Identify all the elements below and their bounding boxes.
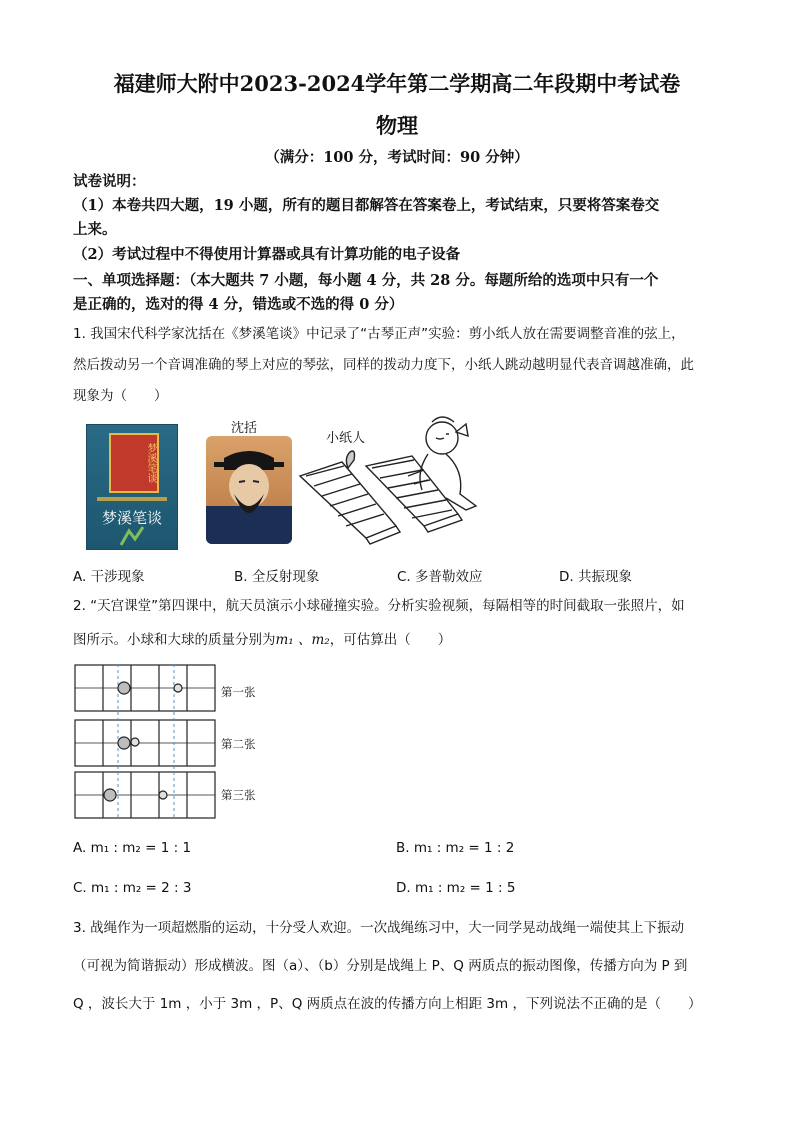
exam-meta: （满分：100 分，考试时间：90 分钟） xyxy=(265,149,529,166)
q3-stem-line-2: （可视为简谐振动）形成横波。图（a）、（b）分别是战绳上 P、Q 两质点的振动图像，传播方向为 P 到 xyxy=(73,958,688,974)
exam-title: 福建师大附中2023-2024学年第二学期高二年段期中考试卷 xyxy=(113,71,681,96)
q1-stem-line-2: 然后拨动另一个音调准确的琴上对应的琴弦，同样的拨动力度下，小纸人跳动越明显代表音调越准确，此 xyxy=(73,357,694,373)
small-ball-photo-2 xyxy=(131,738,139,746)
collision-photos-figure xyxy=(74,664,219,820)
paper-man-caption: 小纸人 xyxy=(326,431,366,446)
large-ball-photo-3 xyxy=(104,789,116,801)
section-1-heading-line-1: 一、单项选择题：（本大题共 7 小题，每小题 4 分，共 28 分。每题所给的选项中只有一个 xyxy=(73,272,659,289)
book-figure-icon xyxy=(117,525,147,547)
q1-option-a[interactable]: A. 干涉现象 xyxy=(73,569,145,585)
small-ball-photo-1 xyxy=(174,684,182,692)
large-ball-photo-1 xyxy=(118,682,130,694)
q2-stem-line-2-pre: 图所示。小球和大球的质量分别为 xyxy=(73,632,276,648)
small-ball-photo-3 xyxy=(159,791,167,799)
q2-mass-symbols: m₁ 、m₂ xyxy=(275,632,330,648)
q1-stem-line-1: 1. 我国宋代科学家沈括在《梦溪笔谈》中记录了“古琴正声”实验：剪小纸人放在需要调整音准的弦上， xyxy=(73,326,685,342)
q3-stem-line-3: Q ，波长大于 1m ，小于 3m ，P、Q 两质点在波的传播方向上相距 3m ，下列说法不正确的是（ ） xyxy=(73,996,702,1012)
q2-option-c[interactable]: C. m₁ : m₂ = 2 : 3 xyxy=(73,880,192,896)
book-band xyxy=(97,497,167,501)
photo-label-2: 第二张 xyxy=(221,737,256,751)
q1-option-b[interactable]: B. 全反射现象 xyxy=(234,569,320,585)
q2-option-d[interactable]: D. m₁ : m₂ = 1 : 5 xyxy=(396,880,516,896)
guqin-illustration xyxy=(296,410,486,550)
q1-option-d[interactable]: D. 共振现象 xyxy=(559,569,632,585)
photo-label-3: 第三张 xyxy=(221,788,256,802)
q2-stem-line-2-post: ，可估算出（ ） xyxy=(329,632,452,648)
book-title: 梦溪笔谈 xyxy=(101,509,162,527)
portrait-caption: 沈括 xyxy=(231,421,258,436)
book-seal: 梦溪笔谈 xyxy=(109,433,159,493)
q2-option-b[interactable]: B. m₁ : m₂ = 1 : 2 xyxy=(396,840,515,856)
instructions-heading: 试卷说明： xyxy=(73,173,146,190)
q2-option-a[interactable]: A. m₁ : m₂ = 1 : 1 xyxy=(73,840,192,856)
instruction-2: （2）考试过程中不得使用计算器或具有计算功能的电子设备 xyxy=(73,246,461,263)
instruction-1-line-2: 上来。 xyxy=(73,221,117,238)
q3-stem-line-1: 3. 战绳作为一项超燃脂的运动，十分受人欢迎。一次战绳练习中，大一同学晃动战绳一端使其上下振动 xyxy=(73,920,685,936)
book-cover-image xyxy=(86,424,178,550)
q1-option-c[interactable]: C. 多普勒效应 xyxy=(397,569,483,585)
photo-label-1: 第一张 xyxy=(221,685,256,699)
q2-stem-line-2 xyxy=(73,630,723,650)
q1-stem-line-3: 现象为（ ） xyxy=(73,388,168,404)
large-ball-photo-2 xyxy=(118,737,130,749)
section-1-heading-line-2: 是正确的，选对的得 4 分，错选或不选的得 0 分） xyxy=(73,296,404,313)
shen-kuo-portrait xyxy=(206,436,292,544)
q2-stem-line-1: 2. “天宫课堂”第四课中，航天员演示小球碰撞实验。分析实验视频，每隔相等的时间截取一张照片，如 xyxy=(73,598,685,614)
exam-subject: 物理 xyxy=(376,113,418,138)
instruction-1-line-1: （1）本卷共四大题，19 小题，所有的题目都解答在答案卷上，考试结束，只要将答案卷交 xyxy=(73,197,660,214)
portrait-figure-icon xyxy=(206,436,292,544)
